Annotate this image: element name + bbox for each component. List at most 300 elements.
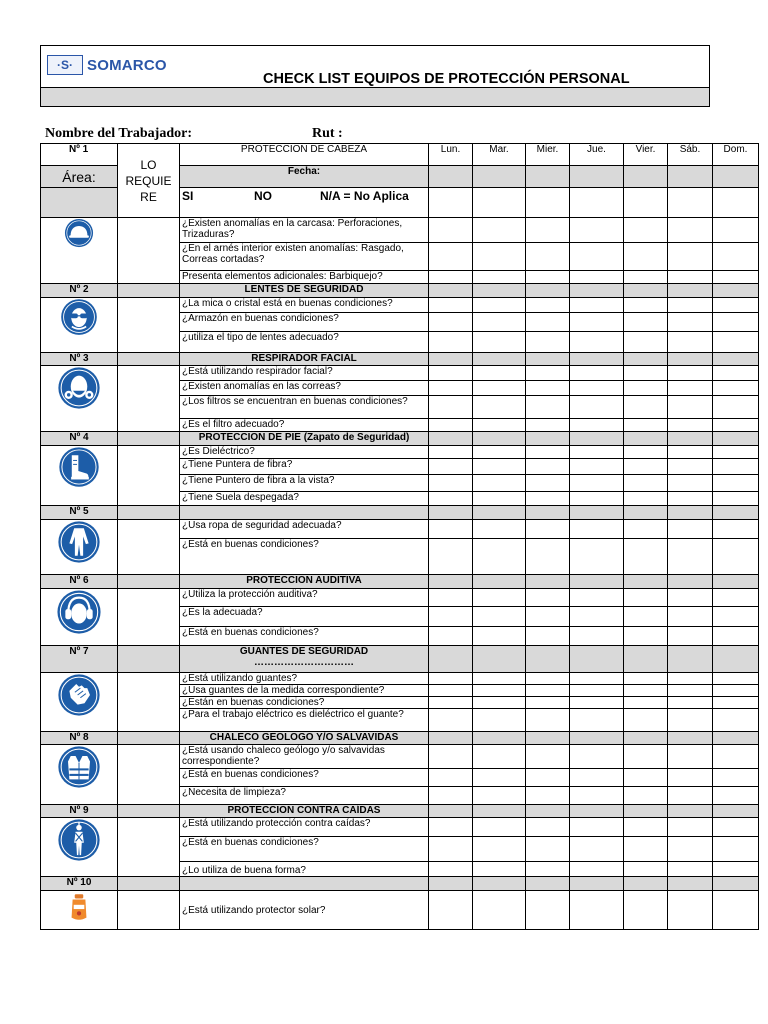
- question-text: ¿Usa guantes de la medida correspondiente?: [180, 685, 429, 697]
- check-cell[interactable]: [624, 891, 668, 930]
- section-title: [180, 732, 429, 745]
- check-cell[interactable]: [624, 818, 668, 837]
- check-cell[interactable]: [526, 520, 570, 539]
- check-cell[interactable]: [570, 818, 624, 837]
- check-cell[interactable]: [668, 298, 713, 313]
- check-cell[interactable]: [526, 381, 570, 396]
- check-cell[interactable]: [526, 685, 570, 697]
- check-cell[interactable]: [473, 673, 526, 685]
- check-cell[interactable]: [526, 607, 570, 627]
- check-cell[interactable]: [526, 492, 570, 506]
- check-cell[interactable]: [668, 709, 713, 732]
- lo-requiere-cell[interactable]: [118, 298, 180, 353]
- check-cell[interactable]: [429, 607, 473, 627]
- check-cell[interactable]: [668, 745, 713, 769]
- icon-cell: [41, 589, 118, 646]
- check-cell[interactable]: [570, 459, 624, 475]
- check-cell[interactable]: [624, 243, 668, 271]
- check-cell[interactable]: [473, 459, 526, 475]
- check-cell[interactable]: [429, 271, 473, 284]
- section-number: Nº 10: [41, 877, 118, 891]
- check-cell[interactable]: [473, 589, 526, 607]
- check-cell[interactable]: [473, 837, 526, 862]
- check-cell[interactable]: [668, 313, 713, 332]
- question-text: ¿Es Dieléctrico?: [180, 446, 429, 459]
- section-title-text: PROTECCION AUDITIVA: [246, 575, 362, 586]
- lo-requiere-cell[interactable]: [118, 673, 180, 732]
- section-number: Nº 5: [41, 506, 118, 520]
- check-cell[interactable]: [429, 627, 473, 646]
- check-cell[interactable]: [624, 492, 668, 506]
- question-row: [41, 673, 759, 685]
- check-cell[interactable]: [526, 419, 570, 432]
- check-cell[interactable]: [429, 589, 473, 607]
- question-text: ¿Están en buenas condiciones?: [180, 697, 429, 709]
- section-title: [180, 353, 429, 366]
- check-cell[interactable]: [473, 685, 526, 697]
- check-cell[interactable]: [624, 787, 668, 805]
- checklist-table: [40, 143, 759, 930]
- check-cell[interactable]: [713, 243, 759, 271]
- check-cell[interactable]: [624, 419, 668, 432]
- section-title: [180, 575, 429, 589]
- check-cell[interactable]: [570, 218, 624, 243]
- section-title: [180, 506, 429, 520]
- check-cell[interactable]: [713, 837, 759, 862]
- check-cell[interactable]: [570, 298, 624, 313]
- check-cell[interactable]: [526, 446, 570, 459]
- section-title-text: PROTECCION CONTRA CAÍDAS: [227, 805, 381, 816]
- check-cell[interactable]: [713, 520, 759, 539]
- check-cell[interactable]: [526, 332, 570, 353]
- question-text: ¿Existen anomalías en las correas?: [180, 381, 429, 396]
- section-title-text: CHALECO GEOLOGO Y/O SALVAVIDAS: [209, 732, 399, 743]
- check-cell[interactable]: [668, 271, 713, 284]
- check-cell[interactable]: [429, 492, 473, 506]
- check-cell[interactable]: [473, 492, 526, 506]
- check-cell[interactable]: [570, 419, 624, 432]
- question-text: ¿Está utilizando protección contra caídas?: [180, 818, 429, 837]
- question-text: ¿Es el filtro adecuado?: [180, 419, 429, 432]
- check-cell[interactable]: [713, 298, 759, 313]
- section-number: Nº 7: [41, 646, 118, 673]
- question-text: ¿Está utilizando guantes?: [180, 673, 429, 685]
- check-cell[interactable]: [713, 607, 759, 627]
- check-cell[interactable]: [526, 298, 570, 313]
- check-cell[interactable]: [526, 787, 570, 805]
- question-text: ¿Tiene Suela despegada?: [180, 492, 429, 506]
- check-cell[interactable]: [713, 492, 759, 506]
- question-text: ¿Está en buenas condiciones?: [180, 627, 429, 646]
- check-cell[interactable]: [473, 298, 526, 313]
- check-cell[interactable]: [570, 475, 624, 492]
- check-cell[interactable]: [668, 607, 713, 627]
- check-cell[interactable]: [526, 396, 570, 419]
- hard-hat-icon: [43, 218, 115, 248]
- check-cell[interactable]: [713, 787, 759, 805]
- question-text: ¿La mica o cristal está en buenas condiciones?: [180, 298, 429, 313]
- question-text: Presenta elementos adicionales: Barbiquejo?: [180, 271, 429, 284]
- icon-cell: [41, 366, 118, 432]
- check-cell[interactable]: [473, 627, 526, 646]
- day-header-wed: Mier.: [526, 144, 570, 166]
- check-cell[interactable]: [570, 607, 624, 627]
- company-logo: [47, 54, 167, 76]
- check-cell[interactable]: [624, 769, 668, 787]
- question-text: ¿Los filtros se encuentran en buenas condiciones?: [180, 396, 429, 419]
- check-cell[interactable]: [570, 862, 624, 877]
- check-cell[interactable]: [429, 697, 473, 709]
- check-cell[interactable]: [570, 366, 624, 381]
- check-cell[interactable]: [713, 381, 759, 396]
- check-cell[interactable]: [526, 862, 570, 877]
- check-cell[interactable]: [570, 381, 624, 396]
- check-cell[interactable]: [429, 313, 473, 332]
- lo-requiere-cell[interactable]: [118, 891, 180, 930]
- check-cell[interactable]: [668, 589, 713, 607]
- check-cell[interactable]: [526, 673, 570, 685]
- section-title: [180, 646, 429, 673]
- icon-cell: [41, 446, 118, 506]
- check-cell[interactable]: [473, 332, 526, 353]
- check-cell[interactable]: [668, 769, 713, 787]
- lo-requiere-cell[interactable]: [118, 520, 180, 575]
- check-cell[interactable]: [473, 607, 526, 627]
- section-title-text: LENTES DE SEGURIDAD: [244, 284, 364, 295]
- check-cell[interactable]: [473, 539, 526, 575]
- check-cell[interactable]: [668, 492, 713, 506]
- check-cell[interactable]: [526, 818, 570, 837]
- check-cell[interactable]: [713, 589, 759, 607]
- check-cell[interactable]: [668, 539, 713, 575]
- question-text: ¿Utiliza la protección auditiva?: [180, 589, 429, 607]
- check-cell[interactable]: [570, 673, 624, 685]
- check-cell[interactable]: [429, 459, 473, 475]
- check-cell[interactable]: [429, 218, 473, 243]
- question-row: [41, 589, 759, 607]
- check-cell[interactable]: [526, 218, 570, 243]
- respirator-icon: [43, 366, 115, 410]
- check-cell[interactable]: [713, 818, 759, 837]
- check-cell[interactable]: [668, 396, 713, 419]
- check-cell[interactable]: [429, 520, 473, 539]
- question-row: [41, 891, 759, 930]
- check-cell[interactable]: [526, 589, 570, 607]
- check-cell[interactable]: [713, 459, 759, 475]
- check-cell[interactable]: [668, 627, 713, 646]
- question-row: [41, 446, 759, 459]
- check-cell[interactable]: [713, 627, 759, 646]
- check-cell[interactable]: [429, 685, 473, 697]
- check-cell[interactable]: [570, 271, 624, 284]
- check-cell[interactable]: [668, 837, 713, 862]
- check-cell[interactable]: [526, 627, 570, 646]
- check-cell[interactable]: [713, 709, 759, 732]
- check-cell[interactable]: [526, 891, 570, 930]
- check-cell[interactable]: [624, 313, 668, 332]
- check-cell[interactable]: [429, 837, 473, 862]
- icon-cell: [41, 891, 118, 930]
- check-cell[interactable]: [429, 298, 473, 313]
- check-cell[interactable]: [713, 539, 759, 575]
- check-cell[interactable]: [570, 891, 624, 930]
- check-cell[interactable]: [570, 539, 624, 575]
- check-cell[interactable]: [713, 475, 759, 492]
- check-cell[interactable]: [624, 520, 668, 539]
- check-cell[interactable]: [429, 891, 473, 930]
- check-cell[interactable]: [526, 475, 570, 492]
- check-cell[interactable]: [668, 381, 713, 396]
- check-cell[interactable]: [624, 396, 668, 419]
- check-cell[interactable]: [473, 446, 526, 459]
- section-header-row: [41, 877, 759, 891]
- lo-requiere-cell[interactable]: [118, 745, 180, 805]
- check-cell[interactable]: [473, 818, 526, 837]
- check-cell[interactable]: [668, 673, 713, 685]
- check-cell[interactable]: [570, 446, 624, 459]
- check-cell[interactable]: [570, 332, 624, 353]
- section-header-row: [41, 506, 759, 520]
- safety-glasses-icon: [43, 298, 115, 336]
- icon-cell: [41, 218, 118, 284]
- check-cell[interactable]: [624, 709, 668, 732]
- check-cell[interactable]: [473, 313, 526, 332]
- check-cell[interactable]: [473, 862, 526, 877]
- section-number: Nº 8: [41, 732, 118, 745]
- check-cell[interactable]: [624, 589, 668, 607]
- check-cell[interactable]: [429, 243, 473, 271]
- check-cell[interactable]: [473, 891, 526, 930]
- check-cell[interactable]: [526, 459, 570, 475]
- check-cell[interactable]: [570, 520, 624, 539]
- lo-requiere-cell[interactable]: [118, 218, 180, 284]
- check-cell[interactable]: [429, 862, 473, 877]
- check-cell[interactable]: [429, 381, 473, 396]
- check-cell[interactable]: [668, 787, 713, 805]
- check-cell[interactable]: [473, 366, 526, 381]
- question-text: ¿Existen anomalías en la carcasa: Perforaciones, Trizaduras?: [180, 218, 429, 243]
- check-cell[interactable]: [429, 745, 473, 769]
- check-cell[interactable]: [473, 520, 526, 539]
- check-cell[interactable]: [713, 697, 759, 709]
- check-cell[interactable]: [429, 787, 473, 805]
- section-title-text: PROTECCION DE PIE (Zapato de Seguridad): [198, 432, 410, 443]
- check-cell[interactable]: [624, 381, 668, 396]
- check-cell[interactable]: [668, 475, 713, 492]
- check-cell[interactable]: [526, 745, 570, 769]
- question-text: ¿Está en buenas condiciones?: [180, 769, 429, 787]
- check-cell[interactable]: [668, 419, 713, 432]
- check-cell[interactable]: [668, 685, 713, 697]
- check-cell[interactable]: [473, 419, 526, 432]
- check-cell[interactable]: [624, 332, 668, 353]
- check-cell[interactable]: [570, 589, 624, 607]
- check-cell[interactable]: [713, 366, 759, 381]
- check-cell[interactable]: [624, 837, 668, 862]
- lo-requiere-header: LO REQUIE RE: [118, 144, 180, 218]
- question-text: ¿Usa ropa de seguridad adecuada?: [180, 520, 429, 539]
- check-cell[interactable]: [624, 697, 668, 709]
- question-text: ¿Está utilizando protector solar?: [180, 891, 429, 930]
- check-cell[interactable]: [473, 769, 526, 787]
- day-header-mon: Lun.: [429, 144, 473, 166]
- day-header-sat: Sáb.: [668, 144, 713, 166]
- check-cell[interactable]: [570, 627, 624, 646]
- icon-cell: [41, 818, 118, 877]
- check-cell[interactable]: [473, 271, 526, 284]
- check-cell[interactable]: [526, 271, 570, 284]
- question-text: ¿Es la adecuada?: [180, 607, 429, 627]
- check-cell[interactable]: [570, 243, 624, 271]
- question-text: ¿Necesita de limpieza?: [180, 787, 429, 805]
- check-cell[interactable]: [473, 218, 526, 243]
- question-text: ¿Está usando chaleco geólogo y/o salvavidas correspondiente?: [180, 745, 429, 769]
- check-cell[interactable]: [429, 539, 473, 575]
- check-cell[interactable]: [668, 218, 713, 243]
- section-header-row: [41, 646, 759, 673]
- check-cell[interactable]: [713, 419, 759, 432]
- check-cell[interactable]: [429, 475, 473, 492]
- lo-requiere-cell[interactable]: [118, 589, 180, 646]
- check-cell[interactable]: [668, 446, 713, 459]
- question-text: ¿Está en buenas condiciones?: [180, 539, 429, 575]
- check-cell[interactable]: [570, 709, 624, 732]
- check-cell[interactable]: [473, 381, 526, 396]
- check-cell[interactable]: [570, 745, 624, 769]
- check-cell[interactable]: [624, 607, 668, 627]
- question-text: ¿Tiene Puntero de fibra a la vista?: [180, 475, 429, 492]
- check-cell[interactable]: [713, 332, 759, 353]
- logo-mark: ·S·: [47, 55, 83, 75]
- section-title: [180, 432, 429, 446]
- check-cell[interactable]: [473, 396, 526, 419]
- check-cell[interactable]: [473, 709, 526, 732]
- question-text: ¿Para el trabajo eléctrico es dieléctrico el guante?: [180, 709, 429, 732]
- lo-requiere-cell[interactable]: [118, 366, 180, 432]
- check-cell[interactable]: [668, 697, 713, 709]
- check-cell[interactable]: [713, 396, 759, 419]
- check-cell[interactable]: [570, 396, 624, 419]
- check-cell[interactable]: [668, 459, 713, 475]
- check-cell[interactable]: [526, 837, 570, 862]
- check-cell[interactable]: [624, 862, 668, 877]
- section-header-row: [41, 284, 759, 298]
- section-number: Nº 6: [41, 575, 118, 589]
- check-cell[interactable]: [624, 446, 668, 459]
- check-cell[interactable]: [570, 313, 624, 332]
- check-cell[interactable]: [624, 685, 668, 697]
- section-header-row: [41, 732, 759, 745]
- check-cell[interactable]: [668, 332, 713, 353]
- check-cell[interactable]: [624, 366, 668, 381]
- check-cell[interactable]: [668, 818, 713, 837]
- check-cell[interactable]: [713, 673, 759, 685]
- question-row: [41, 218, 759, 243]
- check-cell[interactable]: [473, 787, 526, 805]
- header-band: [41, 87, 709, 106]
- check-cell[interactable]: [526, 709, 570, 732]
- rut-label: Rut :: [312, 126, 343, 141]
- check-cell[interactable]: [526, 539, 570, 575]
- safety-boot-icon: [43, 446, 115, 488]
- check-cell[interactable]: [473, 745, 526, 769]
- check-cell[interactable]: [570, 492, 624, 506]
- section-number: Nº 3: [41, 353, 118, 366]
- check-cell[interactable]: [713, 769, 759, 787]
- check-cell[interactable]: [624, 475, 668, 492]
- check-cell[interactable]: [713, 271, 759, 284]
- check-cell[interactable]: [570, 787, 624, 805]
- check-cell[interactable]: [668, 891, 713, 930]
- check-cell[interactable]: [429, 446, 473, 459]
- check-cell[interactable]: [429, 332, 473, 353]
- check-cell[interactable]: [473, 243, 526, 271]
- check-cell[interactable]: [526, 366, 570, 381]
- check-cell[interactable]: [668, 366, 713, 381]
- check-cell[interactable]: [570, 769, 624, 787]
- check-cell[interactable]: [624, 271, 668, 284]
- check-cell[interactable]: [429, 366, 473, 381]
- check-cell[interactable]: [668, 862, 713, 877]
- check-cell[interactable]: [624, 459, 668, 475]
- check-cell[interactable]: [429, 673, 473, 685]
- sunscreen-icon: [43, 891, 115, 925]
- check-cell[interactable]: [624, 298, 668, 313]
- check-cell[interactable]: [429, 419, 473, 432]
- check-cell[interactable]: [713, 218, 759, 243]
- question-text: ¿utiliza el tipo de lentes adecuado?: [180, 332, 429, 353]
- worker-name-label: Nombre del Trabajador:: [45, 126, 192, 141]
- check-cell[interactable]: [713, 745, 759, 769]
- check-cell[interactable]: [713, 891, 759, 930]
- check-cell[interactable]: [570, 697, 624, 709]
- check-cell[interactable]: [473, 475, 526, 492]
- fecha-label: Fecha:: [180, 166, 429, 188]
- check-cell[interactable]: [570, 685, 624, 697]
- check-cell[interactable]: [429, 709, 473, 732]
- check-cell[interactable]: [526, 313, 570, 332]
- check-cell[interactable]: [526, 697, 570, 709]
- no-label: NO: [254, 189, 272, 203]
- form-header: [40, 45, 710, 107]
- check-cell[interactable]: [624, 539, 668, 575]
- lo-requiere-cell[interactable]: [118, 446, 180, 506]
- check-cell[interactable]: [713, 446, 759, 459]
- check-cell[interactable]: [624, 627, 668, 646]
- check-cell[interactable]: [429, 769, 473, 787]
- check-cell[interactable]: [624, 218, 668, 243]
- check-cell[interactable]: [668, 520, 713, 539]
- check-cell[interactable]: [526, 243, 570, 271]
- check-cell[interactable]: [473, 697, 526, 709]
- check-cell[interactable]: [624, 673, 668, 685]
- check-cell[interactable]: [713, 313, 759, 332]
- lo-requiere-cell[interactable]: [118, 818, 180, 877]
- check-cell[interactable]: [429, 818, 473, 837]
- question-text: ¿Está en buenas condiciones?: [180, 837, 429, 862]
- question-text: ¿Lo utiliza de buena forma?: [180, 862, 429, 877]
- check-cell[interactable]: [429, 396, 473, 419]
- day-header-tue: Mar.: [473, 144, 526, 166]
- check-cell[interactable]: [570, 837, 624, 862]
- section-number: Nº 9: [41, 805, 118, 818]
- check-cell[interactable]: [713, 685, 759, 697]
- check-cell[interactable]: [624, 745, 668, 769]
- check-cell[interactable]: [713, 862, 759, 877]
- check-cell[interactable]: [668, 243, 713, 271]
- question-text: ¿Armazón en buenas condiciones?: [180, 313, 429, 332]
- check-cell[interactable]: [526, 769, 570, 787]
